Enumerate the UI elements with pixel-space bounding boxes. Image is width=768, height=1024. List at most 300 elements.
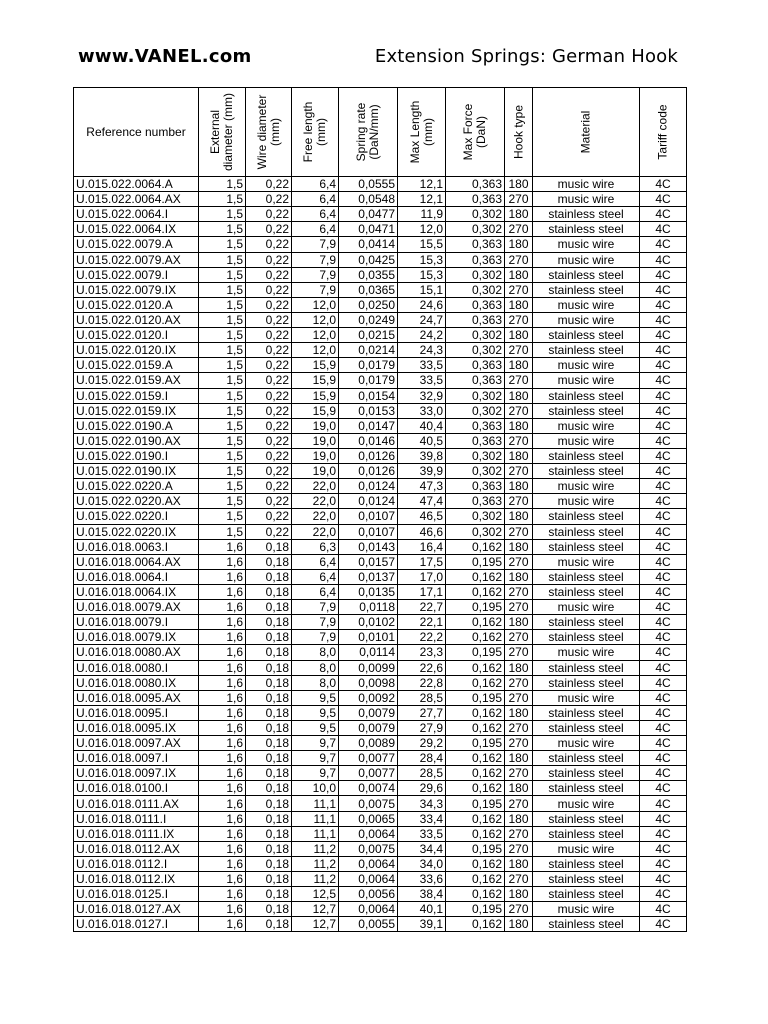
cell-material: music wire (533, 600, 640, 615)
cell-hook-type: 270 (505, 720, 533, 735)
cell-max-force: 0,363 (446, 252, 505, 267)
cell-max-force: 0,162 (446, 675, 505, 690)
cell-max-force: 0,162 (446, 781, 505, 796)
cell-wire-diameter: 0,22 (246, 177, 292, 192)
cell-spring-rate: 0,0107 (339, 509, 398, 524)
cell-free-length: 12,0 (292, 328, 339, 343)
cell-free-length: 11,1 (292, 811, 339, 826)
cell-reference: U.015.022.0064.I (74, 207, 199, 222)
cell-material: music wire (533, 902, 640, 917)
cell-max-length: 29,6 (398, 781, 446, 796)
cell-max-force: 0,162 (446, 766, 505, 781)
cell-max-force: 0,162 (446, 887, 505, 902)
cell-spring-rate: 0,0249 (339, 312, 398, 327)
table-row (74, 751, 687, 766)
cell-spring-rate: 0,0102 (339, 615, 398, 630)
cell-spring-rate: 0,0107 (339, 524, 398, 539)
cell-reference: U.016.018.0080.AX (74, 645, 199, 660)
cell-wire-diameter: 0,18 (246, 615, 292, 630)
cell-reference: U.016.018.0112.I (74, 856, 199, 871)
cell-spring-rate: 0,0075 (339, 841, 398, 856)
cell-spring-rate: 0,0064 (339, 872, 398, 887)
cell-wire-diameter: 0,22 (246, 373, 292, 388)
cell-hook-type: 180 (505, 509, 533, 524)
cell-material: music wire (533, 358, 640, 373)
cell-tariff-code: 4C (640, 600, 687, 615)
cell-reference: U.015.022.0120.IX (74, 343, 199, 358)
cell-material: stainless steel (533, 615, 640, 630)
cell-external-diameter: 1,6 (199, 796, 246, 811)
table-row (74, 177, 687, 192)
cell-wire-diameter: 0,18 (246, 796, 292, 811)
table-row (74, 358, 687, 373)
table-row (74, 615, 687, 630)
cell-max-length: 33,4 (398, 811, 446, 826)
cell-max-force: 0,302 (446, 464, 505, 479)
cell-reference: U.015.022.0190.IX (74, 464, 199, 479)
cell-tariff-code: 4C (640, 418, 687, 433)
cell-hook-type: 180 (505, 328, 533, 343)
cell-spring-rate: 0,0137 (339, 569, 398, 584)
cell-spring-rate: 0,0064 (339, 826, 398, 841)
cell-spring-rate: 0,0077 (339, 766, 398, 781)
cell-spring-rate: 0,0064 (339, 902, 398, 917)
cell-external-diameter: 1,6 (199, 720, 246, 735)
cell-max-length: 34,3 (398, 796, 446, 811)
table-header-row (74, 88, 687, 177)
cell-material: stainless steel (533, 917, 640, 932)
cell-spring-rate: 0,0079 (339, 720, 398, 735)
cell-max-force: 0,363 (446, 433, 505, 448)
cell-wire-diameter: 0,18 (246, 705, 292, 720)
cell-hook-type: 270 (505, 600, 533, 615)
cell-tariff-code: 4C (640, 207, 687, 222)
cell-max-length: 33,0 (398, 403, 446, 418)
table-row (74, 373, 687, 388)
cell-spring-rate: 0,0098 (339, 675, 398, 690)
cell-max-force: 0,363 (446, 237, 505, 252)
cell-external-diameter: 1,5 (199, 312, 246, 327)
table-row (74, 675, 687, 690)
cell-free-length: 8,0 (292, 675, 339, 690)
cell-hook-type: 270 (505, 902, 533, 917)
cell-tariff-code: 4C (640, 388, 687, 403)
cell-external-diameter: 1,6 (199, 856, 246, 871)
table-row (74, 690, 687, 705)
cell-max-force: 0,195 (446, 841, 505, 856)
cell-tariff-code: 4C (640, 297, 687, 312)
cell-reference: U.016.018.0064.I (74, 569, 199, 584)
cell-wire-diameter: 0,18 (246, 826, 292, 841)
cell-wire-diameter: 0,18 (246, 554, 292, 569)
cell-external-diameter: 1,6 (199, 705, 246, 720)
cell-external-diameter: 1,5 (199, 358, 246, 373)
cell-material: music wire (533, 312, 640, 327)
cell-wire-diameter: 0,22 (246, 358, 292, 373)
cell-max-length: 15,1 (398, 282, 446, 297)
cell-hook-type: 180 (505, 811, 533, 826)
cell-max-force: 0,363 (446, 373, 505, 388)
cell-reference: U.016.018.0079.AX (74, 600, 199, 615)
cell-material: stainless steel (533, 569, 640, 584)
cell-free-length: 15,9 (292, 403, 339, 418)
cell-material: stainless steel (533, 705, 640, 720)
cell-hook-type: 270 (505, 554, 533, 569)
cell-free-length: 9,7 (292, 766, 339, 781)
cell-material: music wire (533, 554, 640, 569)
cell-tariff-code: 4C (640, 872, 687, 887)
cell-max-force: 0,195 (446, 736, 505, 751)
cell-free-length: 8,0 (292, 645, 339, 660)
cell-free-length: 11,2 (292, 856, 339, 871)
cell-max-force: 0,363 (446, 479, 505, 494)
cell-spring-rate: 0,0077 (339, 751, 398, 766)
cell-max-force: 0,302 (446, 222, 505, 237)
cell-wire-diameter: 0,22 (246, 418, 292, 433)
cell-tariff-code: 4C (640, 841, 687, 856)
cell-external-diameter: 1,6 (199, 600, 246, 615)
cell-wire-diameter: 0,22 (246, 494, 292, 509)
table-row (74, 267, 687, 282)
cell-spring-rate: 0,0147 (339, 418, 398, 433)
cell-material: stainless steel (533, 630, 640, 645)
cell-max-length: 32,9 (398, 388, 446, 403)
cell-hook-type: 270 (505, 222, 533, 237)
cell-max-force: 0,363 (446, 312, 505, 327)
cell-external-diameter: 1,5 (199, 282, 246, 297)
cell-wire-diameter: 0,22 (246, 524, 292, 539)
cell-max-length: 17,5 (398, 554, 446, 569)
cell-tariff-code: 4C (640, 479, 687, 494)
cell-hook-type: 270 (505, 841, 533, 856)
cell-material: stainless steel (533, 222, 640, 237)
cell-external-diameter: 1,5 (199, 207, 246, 222)
cell-reference: U.015.022.0190.I (74, 448, 199, 463)
table-row (74, 856, 687, 871)
table-row (74, 192, 687, 207)
cell-max-force: 0,162 (446, 705, 505, 720)
col-header-reference: Reference number (74, 88, 199, 177)
cell-external-diameter: 1,6 (199, 917, 246, 932)
cell-free-length: 8,0 (292, 660, 339, 675)
cell-spring-rate: 0,0414 (339, 237, 398, 252)
cell-reference: U.016.018.0097.I (74, 751, 199, 766)
cell-spring-rate: 0,0179 (339, 358, 398, 373)
cell-max-force: 0,302 (446, 448, 505, 463)
cell-material: music wire (533, 841, 640, 856)
cell-wire-diameter: 0,18 (246, 781, 292, 796)
cell-reference: U.015.022.0159.AX (74, 373, 199, 388)
cell-external-diameter: 1,5 (199, 297, 246, 312)
cell-free-length: 15,9 (292, 358, 339, 373)
cell-material: stainless steel (533, 887, 640, 902)
cell-external-diameter: 1,5 (199, 267, 246, 282)
cell-wire-diameter: 0,22 (246, 297, 292, 312)
cell-wire-diameter: 0,18 (246, 917, 292, 932)
cell-max-length: 12,1 (398, 177, 446, 192)
table-row (74, 343, 687, 358)
cell-free-length: 15,9 (292, 373, 339, 388)
cell-max-length: 17,0 (398, 569, 446, 584)
cell-external-diameter: 1,6 (199, 569, 246, 584)
table-row (74, 781, 687, 796)
cell-external-diameter: 1,6 (199, 826, 246, 841)
cell-material: music wire (533, 297, 640, 312)
cell-max-force: 0,162 (446, 872, 505, 887)
cell-tariff-code: 4C (640, 569, 687, 584)
cell-material: music wire (533, 796, 640, 811)
cell-max-length: 22,2 (398, 630, 446, 645)
cell-reference: U.016.018.0079.IX (74, 630, 199, 645)
cell-free-length: 22,0 (292, 509, 339, 524)
cell-max-force: 0,195 (446, 796, 505, 811)
cell-reference: U.015.022.0159.I (74, 388, 199, 403)
cell-external-diameter: 1,5 (199, 524, 246, 539)
cell-reference: U.016.018.0097.IX (74, 766, 199, 781)
cell-wire-diameter: 0,22 (246, 403, 292, 418)
cell-tariff-code: 4C (640, 645, 687, 660)
cell-reference: U.015.022.0064.AX (74, 192, 199, 207)
cell-max-length: 27,7 (398, 705, 446, 720)
cell-max-length: 28,5 (398, 766, 446, 781)
cell-reference: U.016.018.0111.I (74, 811, 199, 826)
cell-max-length: 46,6 (398, 524, 446, 539)
cell-reference: U.016.018.0111.AX (74, 796, 199, 811)
cell-external-diameter: 1,6 (199, 690, 246, 705)
cell-external-diameter: 1,5 (199, 373, 246, 388)
table-row (74, 448, 687, 463)
cell-spring-rate: 0,0355 (339, 267, 398, 282)
cell-tariff-code: 4C (640, 917, 687, 932)
cell-reference: U.016.018.0127.AX (74, 902, 199, 917)
cell-max-length: 40,1 (398, 902, 446, 917)
cell-external-diameter: 1,5 (199, 328, 246, 343)
cell-material: music wire (533, 192, 640, 207)
cell-tariff-code: 4C (640, 736, 687, 751)
cell-wire-diameter: 0,18 (246, 539, 292, 554)
cell-material: music wire (533, 252, 640, 267)
cell-material: stainless steel (533, 267, 640, 282)
cell-material: stainless steel (533, 660, 640, 675)
cell-hook-type: 180 (505, 267, 533, 282)
table-row (74, 705, 687, 720)
cell-hook-type: 180 (505, 479, 533, 494)
cell-free-length: 7,9 (292, 267, 339, 282)
cell-tariff-code: 4C (640, 343, 687, 358)
cell-spring-rate: 0,0135 (339, 584, 398, 599)
cell-spring-rate: 0,0157 (339, 554, 398, 569)
cell-external-diameter: 1,5 (199, 237, 246, 252)
table-row (74, 433, 687, 448)
cell-tariff-code: 4C (640, 630, 687, 645)
table-row (74, 418, 687, 433)
cell-tariff-code: 4C (640, 675, 687, 690)
cell-material: stainless steel (533, 207, 640, 222)
table-row (74, 282, 687, 297)
cell-external-diameter: 1,5 (199, 388, 246, 403)
cell-hook-type: 270 (505, 690, 533, 705)
cell-max-force: 0,162 (446, 811, 505, 826)
cell-max-force: 0,302 (446, 524, 505, 539)
cell-external-diameter: 1,6 (199, 584, 246, 599)
page-title: Extension Springs: German Hook (374, 46, 678, 67)
cell-material: stainless steel (533, 328, 640, 343)
cell-free-length: 9,7 (292, 736, 339, 751)
cell-max-force: 0,162 (446, 917, 505, 932)
cell-external-diameter: 1,5 (199, 252, 246, 267)
table-row (74, 917, 687, 932)
cell-hook-type: 270 (505, 796, 533, 811)
cell-free-length: 22,0 (292, 524, 339, 539)
cell-tariff-code: 4C (640, 766, 687, 781)
cell-tariff-code: 4C (640, 524, 687, 539)
cell-material: stainless steel (533, 856, 640, 871)
cell-hook-type: 180 (505, 237, 533, 252)
cell-reference: U.016.018.0100.I (74, 781, 199, 796)
table-row (74, 328, 687, 343)
col-header-max-length: Max Length (mm) (398, 88, 446, 177)
cell-max-length: 23,3 (398, 645, 446, 660)
cell-spring-rate: 0,0425 (339, 252, 398, 267)
cell-hook-type: 180 (505, 448, 533, 463)
cell-free-length: 11,1 (292, 796, 339, 811)
cell-wire-diameter: 0,22 (246, 207, 292, 222)
cell-spring-rate: 0,0065 (339, 811, 398, 826)
table-row (74, 766, 687, 781)
cell-free-length: 19,0 (292, 464, 339, 479)
cell-free-length: 6,4 (292, 177, 339, 192)
cell-material: stainless steel (533, 811, 640, 826)
cell-max-force: 0,363 (446, 177, 505, 192)
cell-free-length: 9,5 (292, 720, 339, 735)
cell-free-length: 11,2 (292, 872, 339, 887)
cell-max-length: 15,3 (398, 267, 446, 282)
cell-reference: U.016.018.0095.IX (74, 720, 199, 735)
cell-tariff-code: 4C (640, 177, 687, 192)
cell-reference: U.015.022.0079.AX (74, 252, 199, 267)
cell-max-force: 0,162 (446, 720, 505, 735)
cell-max-length: 39,9 (398, 464, 446, 479)
cell-material: stainless steel (533, 751, 640, 766)
cell-reference: U.015.022.0159.A (74, 358, 199, 373)
cell-hook-type: 180 (505, 539, 533, 554)
table-row (74, 464, 687, 479)
cell-tariff-code: 4C (640, 539, 687, 554)
cell-tariff-code: 4C (640, 433, 687, 448)
cell-max-length: 47,4 (398, 494, 446, 509)
cell-free-length: 12,0 (292, 343, 339, 358)
cell-max-force: 0,162 (446, 751, 505, 766)
cell-tariff-code: 4C (640, 811, 687, 826)
cell-tariff-code: 4C (640, 856, 687, 871)
cell-material: stainless steel (533, 403, 640, 418)
cell-external-diameter: 1,6 (199, 645, 246, 660)
cell-reference: U.015.022.0120.A (74, 297, 199, 312)
cell-max-length: 46,5 (398, 509, 446, 524)
cell-max-force: 0,195 (446, 554, 505, 569)
cell-material: stainless steel (533, 448, 640, 463)
cell-material: music wire (533, 237, 640, 252)
cell-tariff-code: 4C (640, 887, 687, 902)
cell-spring-rate: 0,0548 (339, 192, 398, 207)
cell-max-force: 0,162 (446, 630, 505, 645)
cell-max-length: 33,5 (398, 358, 446, 373)
table-row (74, 720, 687, 735)
cell-wire-diameter: 0,22 (246, 267, 292, 282)
cell-wire-diameter: 0,22 (246, 312, 292, 327)
table-row (74, 872, 687, 887)
cell-free-length: 7,9 (292, 600, 339, 615)
cell-max-length: 34,0 (398, 856, 446, 871)
cell-external-diameter: 1,6 (199, 872, 246, 887)
cell-max-force: 0,302 (446, 388, 505, 403)
cell-tariff-code: 4C (640, 554, 687, 569)
cell-max-length: 40,4 (398, 418, 446, 433)
cell-wire-diameter: 0,18 (246, 584, 292, 599)
cell-max-length: 22,6 (398, 660, 446, 675)
cell-max-force: 0,363 (446, 358, 505, 373)
cell-reference: U.015.022.0120.AX (74, 312, 199, 327)
cell-tariff-code: 4C (640, 751, 687, 766)
cell-free-length: 7,9 (292, 252, 339, 267)
cell-wire-diameter: 0,18 (246, 841, 292, 856)
cell-free-length: 7,9 (292, 615, 339, 630)
cell-reference: U.016.018.0097.AX (74, 736, 199, 751)
site-url[interactable]: www.VANEL.com (78, 46, 252, 67)
col-header-external-diameter: External diameter (mm) (199, 88, 246, 177)
cell-wire-diameter: 0,18 (246, 751, 292, 766)
cell-max-force: 0,302 (446, 282, 505, 297)
cell-tariff-code: 4C (640, 584, 687, 599)
cell-spring-rate: 0,0154 (339, 388, 398, 403)
cell-reference: U.016.018.0125.I (74, 887, 199, 902)
cell-tariff-code: 4C (640, 705, 687, 720)
cell-hook-type: 180 (505, 856, 533, 871)
cell-max-length: 33,5 (398, 373, 446, 388)
cell-tariff-code: 4C (640, 328, 687, 343)
cell-hook-type: 270 (505, 494, 533, 509)
cell-external-diameter: 1,6 (199, 539, 246, 554)
cell-reference: U.015.022.0220.A (74, 479, 199, 494)
cell-max-length: 24,7 (398, 312, 446, 327)
cell-wire-diameter: 0,22 (246, 282, 292, 297)
cell-external-diameter: 1,5 (199, 192, 246, 207)
cell-max-force: 0,195 (446, 690, 505, 705)
cell-material: music wire (533, 433, 640, 448)
table-row (74, 252, 687, 267)
cell-max-length: 39,8 (398, 448, 446, 463)
cell-spring-rate: 0,0179 (339, 373, 398, 388)
cell-tariff-code: 4C (640, 660, 687, 675)
cell-max-force: 0,162 (446, 826, 505, 841)
cell-reference: U.016.018.0112.IX (74, 872, 199, 887)
table-row (74, 524, 687, 539)
cell-wire-diameter: 0,18 (246, 872, 292, 887)
col-header-max-force: Max Force (DaN) (446, 88, 505, 177)
cell-wire-diameter: 0,18 (246, 766, 292, 781)
cell-material: music wire (533, 494, 640, 509)
cell-wire-diameter: 0,22 (246, 464, 292, 479)
cell-spring-rate: 0,0146 (339, 433, 398, 448)
cell-tariff-code: 4C (640, 720, 687, 735)
cell-hook-type: 180 (505, 781, 533, 796)
cell-material: stainless steel (533, 781, 640, 796)
cell-hook-type: 180 (505, 751, 533, 766)
cell-free-length: 12,5 (292, 887, 339, 902)
cell-external-diameter: 1,6 (199, 736, 246, 751)
cell-free-length: 7,9 (292, 282, 339, 297)
cell-external-diameter: 1,5 (199, 433, 246, 448)
